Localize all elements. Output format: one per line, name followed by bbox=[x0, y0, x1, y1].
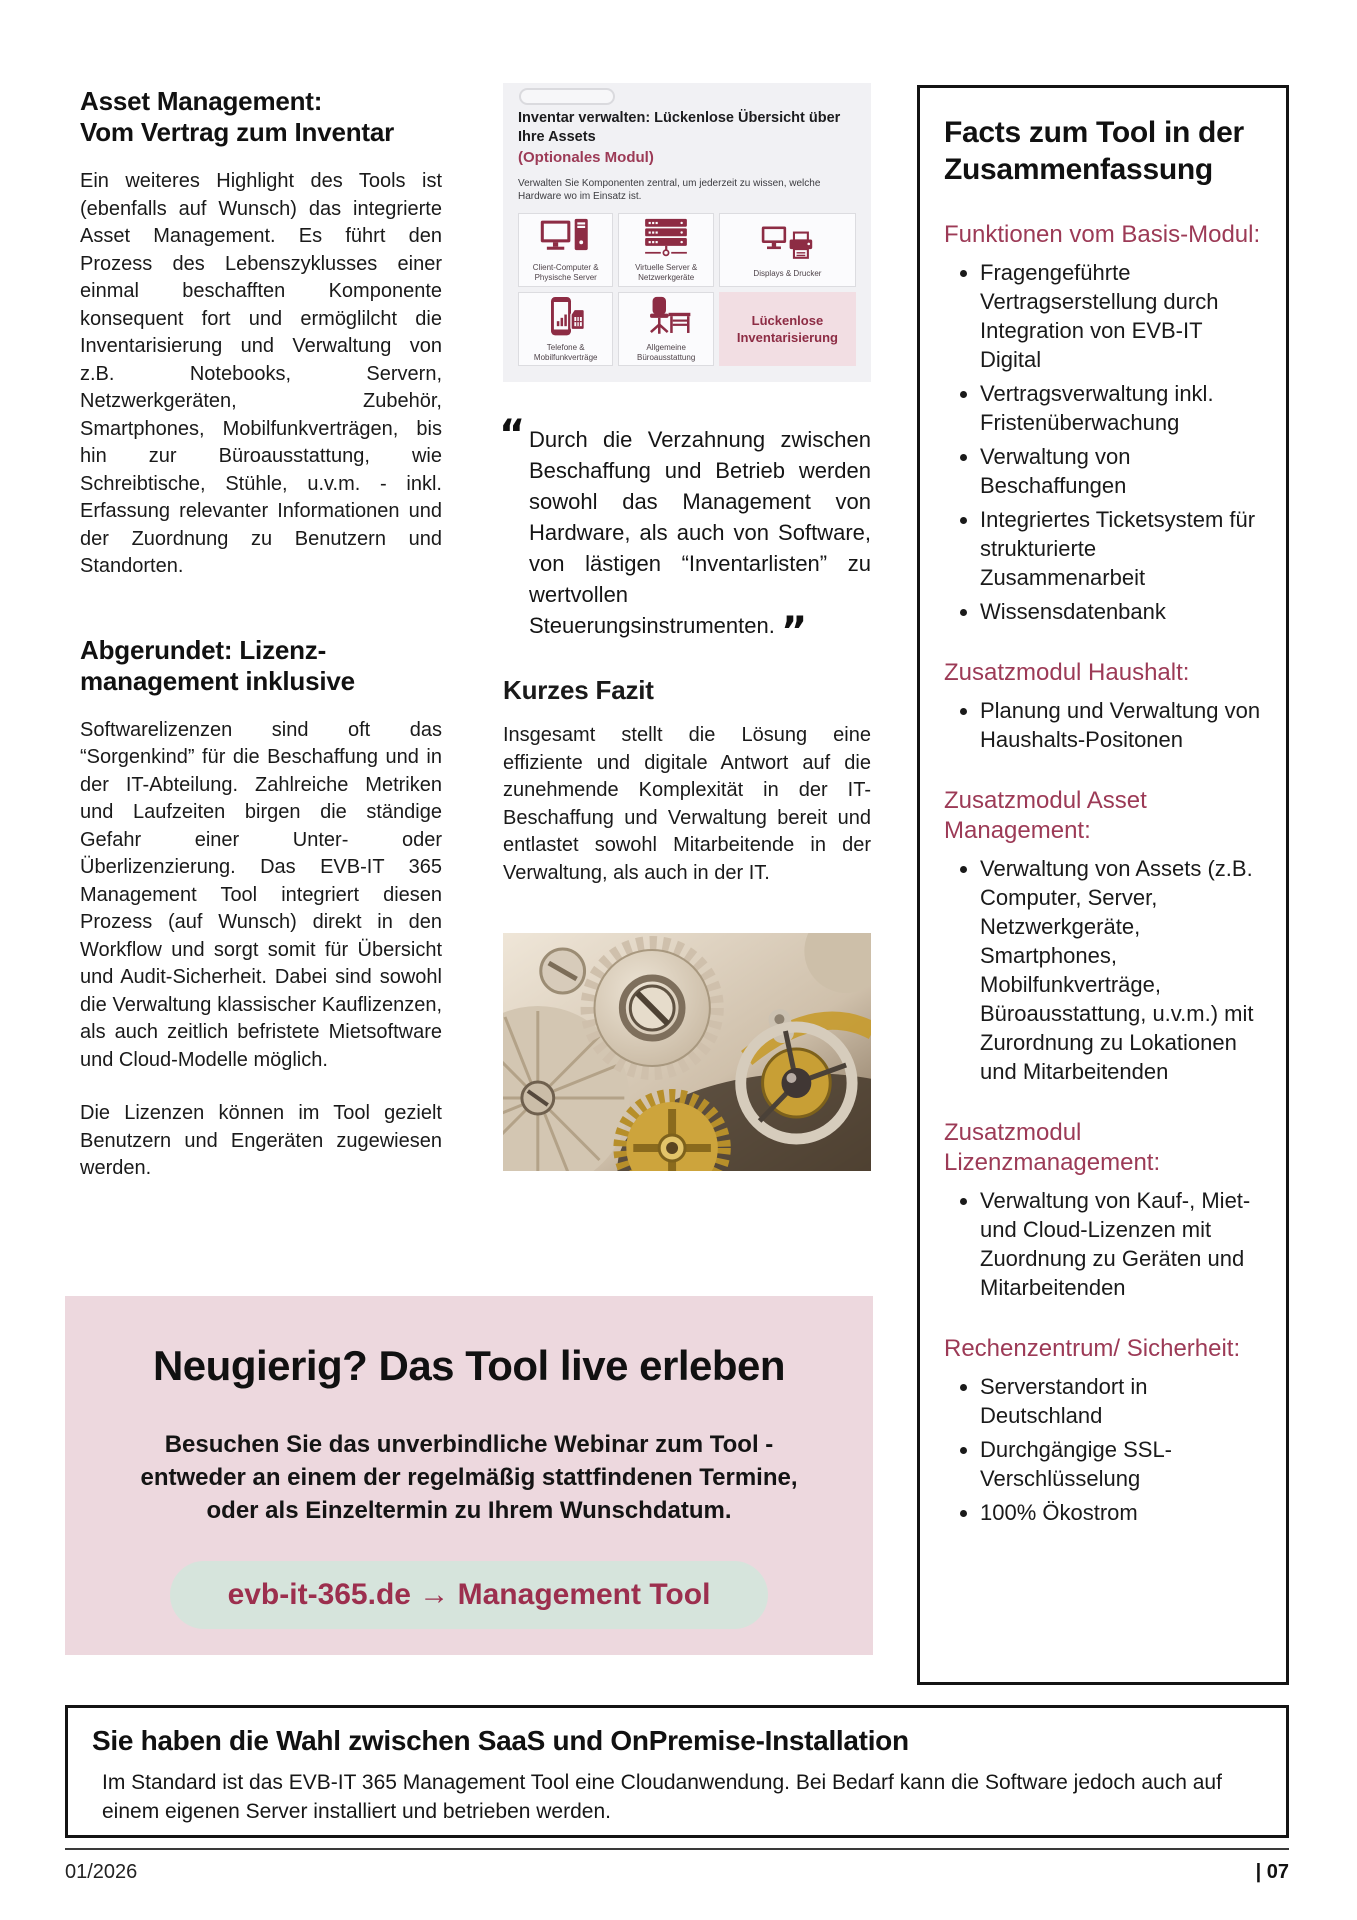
cta-body-text: Besuchen Sie das unverbindliche Webinar zum Tool - entweder an einem der regelmäßig stattfindenen Termine, oder als Einzeltermin zu Ihrem Wunschdatum. bbox=[140, 1431, 798, 1524]
facts-item: • Verwaltung von Beschaffungen bbox=[980, 442, 1262, 500]
facts-item: • Serverstandort in Deutschland bbox=[980, 1372, 1262, 1430]
cta-box bbox=[65, 1296, 873, 1655]
asset-tile-grid bbox=[518, 213, 856, 366]
server-rack-icon bbox=[639, 217, 693, 258]
left-column bbox=[80, 86, 442, 1183]
screenshot-crop-artifact bbox=[519, 88, 615, 105]
desktop-tower-icon bbox=[539, 217, 593, 258]
saas-heading: Sie haben die Wahl zwischen SaaS und OnPremise-Installation bbox=[92, 1725, 909, 1756]
paragraph-lizenzen-2: Die Lizenzen können im Tool gezielt Benutzern und Engeräten zugewiesen werden. bbox=[80, 1102, 442, 1179]
facts-item: • Wissensdatenbank bbox=[980, 597, 1262, 626]
tool-screenshot bbox=[503, 83, 871, 382]
tile-label: Allgemeine Büroausstattung bbox=[637, 342, 696, 362]
facts-section-heading-haushalt: Zusatzmodul Haushalt: bbox=[944, 659, 1190, 686]
tile-telefone bbox=[518, 292, 613, 366]
facts-section-heading-asset-management: Zusatzmodul Asset Management: bbox=[944, 787, 1147, 844]
section-title-line2: management inklusive bbox=[80, 665, 355, 696]
saas-body-text: Im Standard ist das EVB-IT 365 Management Tool eine Cloudanwendung. Bei Bedarf kann die Software jedoch auch auf einem eigenen Server installiert und betrieben werden. bbox=[102, 1771, 1222, 1823]
tile-virtual-server bbox=[618, 213, 713, 287]
screenshot-optional-tag: (Optionales Modul) bbox=[518, 149, 654, 166]
paragraph-lizenzen-1: Softwarelizenzen sind oft das “Sorgenkind” für die Beschaffung und in der IT-Abteilung. Zahlreiche Metriken und Laufzeiten birgen die ständige Gefahr einer Unter- oder Überlizenzierung. Das EVB-IT 365 Management Tool integriert diesen Prozess (auf Wunsch) direkt in den Workflow und sorgt somit für Übersicht und Audit-Sicherheit. Dabei sind sowohl die Verwaltung klassischer Kauflizenzen, als auch zeitlich befristete Mietsoftware und Cloud-Modelle möglich. bbox=[80, 718, 442, 1071]
screenshot-title: Inventar verwalten: Lückenlose Übersicht über Ihre Assets bbox=[518, 110, 841, 145]
quote-text: Durch die Verzahnung zwischen Beschaffung und Betrieb werden sowohl das Management von Hardware, als auch von Software, von lästigen “Inventarlisten” zu wertvollen Steuerungsinstrumenten. bbox=[529, 427, 871, 638]
facts-item: • Vertragsverwaltung inkl. Fristenüberwachung bbox=[980, 379, 1262, 437]
facts-box bbox=[917, 85, 1289, 1685]
tile-label: Virtuelle Server & Netzwerkgeräte bbox=[635, 263, 698, 282]
section-title-lizenzmanagement bbox=[80, 635, 442, 697]
facts-item: • Verwaltung von Kauf-, Miet- und Cloud-Lizenzen mit Zuordnung zu Geräten und Mitarbeitenden bbox=[980, 1186, 1262, 1302]
facts-section-heading-rechenzentrum: Rechenzentrum/ Sicherheit: bbox=[944, 1335, 1241, 1362]
webinar-link-button[interactable]: evb-it-365.de → Management Tool bbox=[170, 1561, 769, 1629]
paragraph-asset-management: Ein weiteres Highlight des Tools ist (ebenfalls auf Wunsch) das integrierte Asset Management. Es führt den Prozess des Lebenszyklusses einer einmal beschafften Komponente konsequent fort und ermöglilcht die Inventarisierung und Verwaltung von z.B. Notebooks, Servern, Netzwerkgeräten, Zubehör, Smartphones, Mobilfunkverträgen, bis hin zur Büroausstattung, wie Schreibtische, Stühle, u.v.m. - inkl. Erfassung relevanter Informationen und der Zuordnung zu Benutzern und Standorten. bbox=[80, 170, 442, 577]
cta-heading: Neugierig? Das Tool live erleben bbox=[152, 1342, 786, 1389]
facts-title-line2: Zusammenfassung bbox=[944, 153, 1213, 186]
tile-label: Telefone & Mobilfunkverträge bbox=[533, 342, 598, 362]
facts-section-heading-lizenzmanagement: Zusatzmodul Lizenzmanagement: bbox=[944, 1119, 1161, 1176]
fazit-paragraph: Insgesamt stellt die Lösung eine effiziente und digitale Antwort auf die zunehmende Komplexität in der IT-Beschaffung und Verwaltung bereit und entlastet sowohl Mitarbeitende in der Verwaltung, als auch in der IT. bbox=[503, 724, 871, 884]
screenshot-description: Verwalten Sie Komponenten zentral, um jederzeit zu wissen, welche Hardware wo im Einsatz ist. bbox=[518, 178, 821, 202]
tile-label: Client-Computer & Physische Server bbox=[532, 263, 599, 282]
facts-section-heading-basis-modul: Funktionen vom Basis-Modul: bbox=[944, 221, 1261, 248]
tile-bueroausstattung bbox=[618, 292, 713, 366]
facts-list-basis-modul bbox=[944, 258, 1262, 626]
footer-divider bbox=[65, 1848, 1289, 1850]
monitor-printer-icon bbox=[760, 222, 814, 264]
pull-quote bbox=[499, 412, 871, 655]
quote-open-mark: “ bbox=[499, 412, 522, 458]
quote-close-mark: ” bbox=[780, 609, 804, 655]
section-title-line1: Abgerundet: Lizenz- bbox=[80, 634, 327, 665]
tile-client-computer bbox=[518, 213, 613, 287]
facts-item: • Integriertes Ticketsystem für strukturierte Zusammenarbeit bbox=[980, 505, 1262, 592]
facts-list-haushalt bbox=[944, 696, 1262, 754]
facts-list-rechenzentrum bbox=[944, 1372, 1262, 1527]
desk-chair-icon bbox=[639, 296, 693, 338]
phone-sim-icon bbox=[541, 296, 591, 338]
footer-page-number: | 07 bbox=[1255, 1861, 1289, 1883]
section-title-line1: Asset Management: bbox=[80, 86, 323, 116]
section-title-asset-management bbox=[80, 86, 442, 148]
footer-issue-date: 01/2026 bbox=[65, 1861, 138, 1883]
section-title-line2: Vom Vertrag zum Inventar bbox=[80, 117, 395, 147]
tile-displays-drucker bbox=[719, 213, 856, 287]
facts-title bbox=[944, 114, 1262, 188]
facts-list-lizenzmanagement bbox=[944, 1186, 1262, 1302]
tile-highlight-label: Lückenlose Inventarisierung bbox=[736, 313, 838, 345]
facts-title-line1: Facts zum Tool in der bbox=[944, 116, 1244, 149]
facts-item: • 100% Ökostrom bbox=[980, 1498, 1262, 1527]
facts-item: • Planung und Verwaltung von Haushalts-Positonen bbox=[980, 696, 1262, 754]
facts-item: • Durchgängige SSL-Verschlüsselung bbox=[980, 1435, 1262, 1493]
middle-column bbox=[499, 83, 871, 1171]
tile-lueckenlose-inventarisierung bbox=[719, 292, 856, 366]
fazit-heading: Kurzes Fazit bbox=[503, 675, 654, 705]
gears-photo bbox=[503, 933, 871, 1171]
saas-onpremise-box bbox=[65, 1705, 1289, 1838]
facts-item: • Fragengeführte Vertragserstellung durch Integration von EVB-IT Digital bbox=[980, 258, 1262, 374]
tile-label: Displays & Drucker bbox=[753, 268, 822, 278]
facts-list-asset-management bbox=[944, 854, 1262, 1086]
facts-item: • Verwaltung von Assets (z.B. Computer, Server, Netzwerkgeräte, Smartphones, Mobilfunkverträge, Büroausstattung, u.v.m.) mit Zurordnung zu Lokationen und Mitarbeitenden bbox=[980, 854, 1262, 1086]
